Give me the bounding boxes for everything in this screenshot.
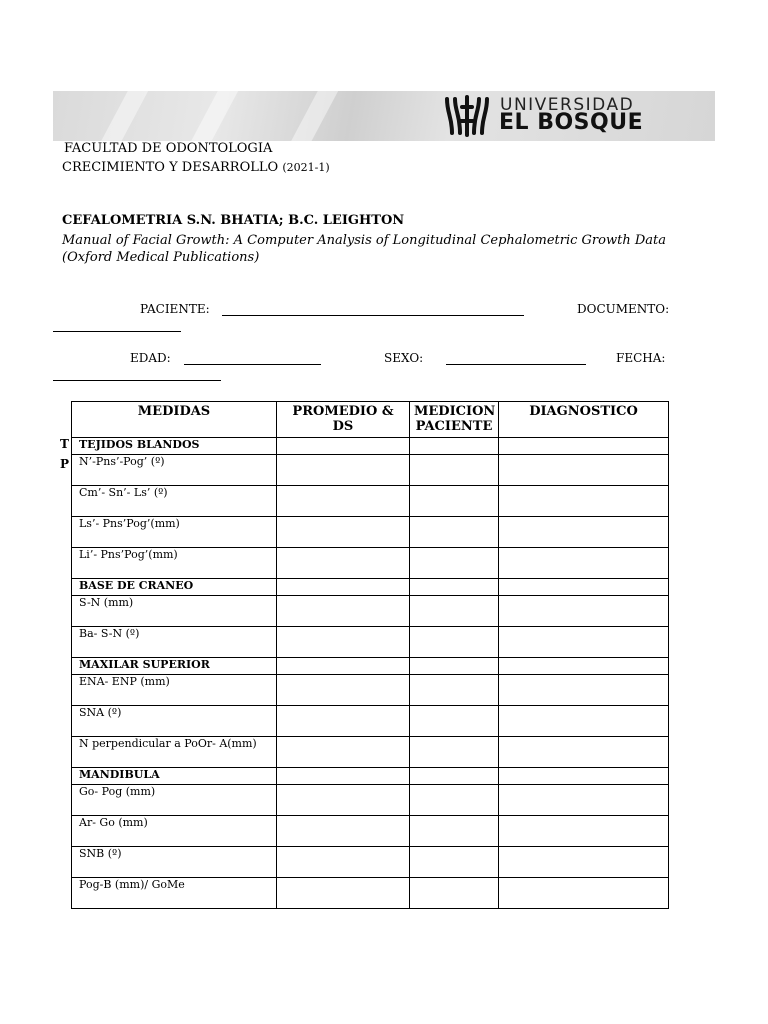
- diagnostico-cell[interactable]: [499, 548, 669, 579]
- measure-label: Ar- Go (mm): [72, 816, 277, 847]
- faculty-name: FACULTAD DE ODONTOLOGIA: [64, 141, 273, 156]
- diagnostico-cell[interactable]: [499, 816, 669, 847]
- measure-label: N perpendicular a PoOr- A(mm): [72, 737, 277, 768]
- measure-label: ENA- ENP (mm): [72, 675, 277, 706]
- diagnostico-cell[interactable]: [499, 878, 669, 909]
- section-row: [72, 658, 669, 675]
- diagnostico-cell[interactable]: [499, 737, 669, 768]
- cell: [499, 768, 669, 785]
- medicion-cell[interactable]: [410, 455, 499, 486]
- promedio-cell[interactable]: [277, 486, 410, 517]
- medicion-cell[interactable]: [410, 706, 499, 737]
- medicion-cell[interactable]: [410, 548, 499, 579]
- table-row: [72, 878, 669, 909]
- promedio-cell[interactable]: [277, 785, 410, 816]
- table-row: [72, 596, 669, 627]
- banner-decoration: [185, 91, 238, 141]
- measurements-table: [71, 401, 669, 909]
- promedio-cell[interactable]: [277, 596, 410, 627]
- logo-text-el-bosque: EL BOSQUE: [499, 110, 644, 135]
- reference-line-1: Manual of Facial Growth: A Computer Analysis of Longitudinal Cephalometric Growth Data: [62, 233, 666, 248]
- course-period: (2021-1): [282, 161, 330, 174]
- header-banner: [53, 91, 715, 141]
- diagnostico-cell[interactable]: [499, 785, 669, 816]
- sexo-label: SEXO:: [384, 351, 424, 365]
- diagnostico-cell[interactable]: [499, 675, 669, 706]
- diagnostico-cell[interactable]: [499, 596, 669, 627]
- edad-field[interactable]: [184, 364, 321, 365]
- measure-label: Pog-B (mm)/ GoMe: [72, 878, 277, 909]
- header-diagnostico: DIAGNOSTICO: [499, 402, 669, 438]
- medicion-cell[interactable]: [410, 675, 499, 706]
- logo-text-universidad: UNIVERSIDAD: [500, 95, 635, 115]
- cell: [277, 579, 410, 596]
- fecha-label: FECHA:: [616, 351, 666, 365]
- cell: [410, 768, 499, 785]
- medicion-cell[interactable]: [410, 878, 499, 909]
- university-logo-icon: [442, 95, 492, 137]
- paciente-field[interactable]: [222, 315, 524, 316]
- medicion-cell[interactable]: [410, 627, 499, 658]
- documento-label: DOCUMENTO:: [577, 302, 670, 316]
- course-line: [62, 160, 330, 175]
- diagnostico-cell[interactable]: [499, 847, 669, 878]
- section-title: MAXILAR SUPERIOR: [72, 658, 277, 675]
- table-row: [72, 455, 669, 486]
- measure-label: Ba- S-N (º): [72, 627, 277, 658]
- document-title: CEFALOMETRIA S.N. BHATIA; B.C. LEIGHTON: [62, 213, 405, 228]
- table-row: [72, 517, 669, 548]
- reference-line-2: (Oxford Medical Publications): [62, 250, 260, 265]
- fecha-field[interactable]: [53, 380, 221, 381]
- cell: [277, 768, 410, 785]
- diagnostico-cell[interactable]: [499, 706, 669, 737]
- promedio-cell[interactable]: [277, 816, 410, 847]
- medicion-cell[interactable]: [410, 847, 499, 878]
- promedio-cell[interactable]: [277, 878, 410, 909]
- cell: [410, 438, 499, 455]
- promedio-cell[interactable]: [277, 517, 410, 548]
- table-row: [72, 486, 669, 517]
- measure-label: S-N (mm): [72, 596, 277, 627]
- paciente-label: PACIENTE:: [140, 302, 210, 316]
- medicion-cell[interactable]: [410, 785, 499, 816]
- cell: [499, 658, 669, 675]
- section-title: TEJIDOS BLANDOS: [72, 438, 277, 455]
- cell: [277, 658, 410, 675]
- cell: [499, 438, 669, 455]
- margin-letter-p: P: [60, 457, 70, 471]
- table-row: [72, 548, 669, 579]
- section-row: [72, 768, 669, 785]
- table-row: [72, 706, 669, 737]
- section-title: MANDIBULA: [72, 768, 277, 785]
- cell: [499, 579, 669, 596]
- diagnostico-cell[interactable]: [499, 455, 669, 486]
- promedio-cell[interactable]: [277, 737, 410, 768]
- edad-label: EDAD:: [130, 351, 171, 365]
- measure-label: N’-Pns’-Pog’ (º): [72, 455, 277, 486]
- banner-decoration: [95, 91, 148, 141]
- table-row: [72, 847, 669, 878]
- documento-field[interactable]: [53, 331, 181, 332]
- table-row: [72, 675, 669, 706]
- table-row: [72, 785, 669, 816]
- table-header-row: [72, 402, 669, 438]
- header-promedio-ds: PROMEDIO & DS: [277, 402, 410, 438]
- promedio-cell[interactable]: [277, 675, 410, 706]
- diagnostico-cell[interactable]: [499, 517, 669, 548]
- medicion-cell[interactable]: [410, 517, 499, 548]
- course-name: CRECIMIENTO Y DESARROLLO: [62, 160, 279, 175]
- table-row: [72, 627, 669, 658]
- medicion-cell[interactable]: [410, 486, 499, 517]
- promedio-cell[interactable]: [277, 548, 410, 579]
- cell: [277, 438, 410, 455]
- promedio-cell[interactable]: [277, 455, 410, 486]
- promedio-cell[interactable]: [277, 627, 410, 658]
- header-medidas: MEDIDAS: [72, 402, 277, 438]
- measure-label: SNA (º): [72, 706, 277, 737]
- measure-label: Ls’- Pns’Pog’(mm): [72, 517, 277, 548]
- measure-label: Cm’- Sn’- Ls’ (º): [72, 486, 277, 517]
- promedio-cell[interactable]: [277, 847, 410, 878]
- sexo-field[interactable]: [446, 364, 586, 365]
- margin-letter-t: T: [60, 437, 69, 451]
- section-title: BASE DE CRANEO: [72, 579, 277, 596]
- medicion-cell[interactable]: [410, 816, 499, 847]
- section-row: [72, 438, 669, 455]
- measure-label: SNB (º): [72, 847, 277, 878]
- diagnostico-cell[interactable]: [499, 486, 669, 517]
- banner-decoration: [285, 91, 338, 141]
- measure-label: Li’- Pns’Pog’(mm): [72, 548, 277, 579]
- cell: [410, 658, 499, 675]
- promedio-cell[interactable]: [277, 706, 410, 737]
- diagnostico-cell[interactable]: [499, 627, 669, 658]
- medicion-cell[interactable]: [410, 737, 499, 768]
- table-row: [72, 816, 669, 847]
- section-row: [72, 579, 669, 596]
- medicion-cell[interactable]: [410, 596, 499, 627]
- header-medicion-paciente: MEDICION PACIENTE: [410, 402, 499, 438]
- table-row: [72, 737, 669, 768]
- cell: [410, 579, 499, 596]
- measure-label: Go- Pog (mm): [72, 785, 277, 816]
